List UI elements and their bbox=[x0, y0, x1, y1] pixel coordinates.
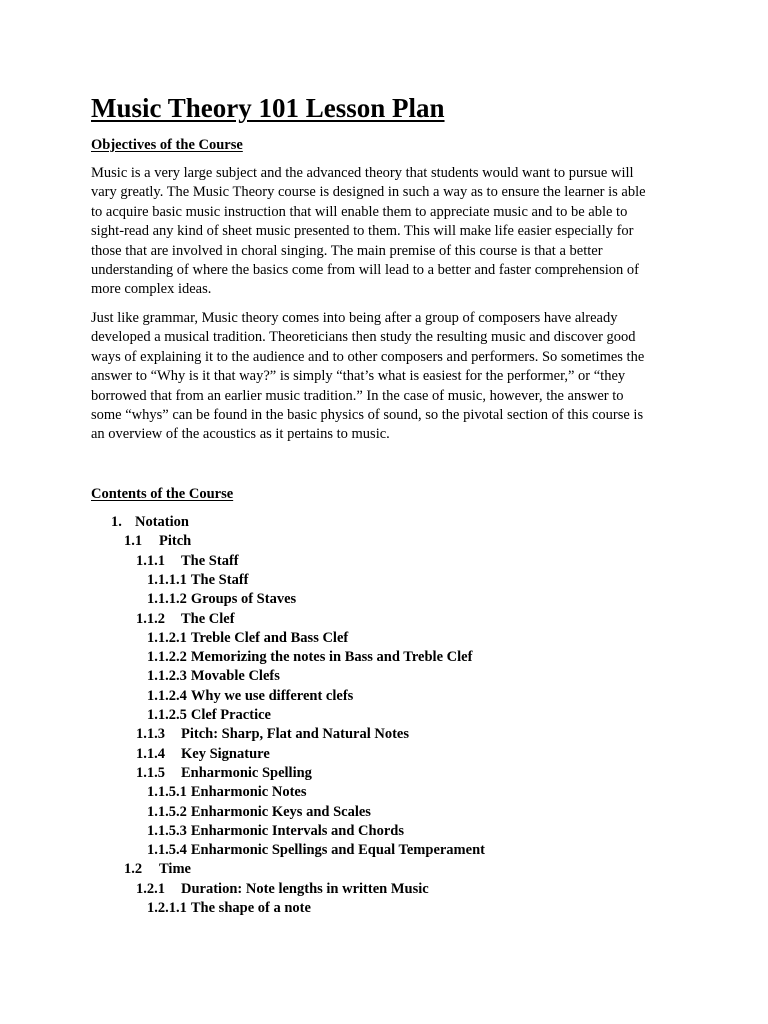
contents-item bbox=[147, 571, 248, 590]
contents-item-number: 1.1.2.3 bbox=[147, 668, 187, 685]
contents-item-number: 1.1.4 bbox=[136, 745, 165, 762]
contents-item-number: 1.1.1.1 bbox=[147, 571, 187, 588]
contents-item bbox=[147, 590, 296, 609]
contents-item-label: Movable Clefs bbox=[190, 668, 280, 685]
contents-item-number: 1.1.2.4 bbox=[147, 687, 187, 704]
contents-item bbox=[136, 725, 409, 744]
paragraph-line: to acquire basic music instruction that will enable them to appreciate music and to be able to bbox=[91, 203, 628, 220]
contents-item bbox=[147, 841, 485, 860]
contents-item-label: Enharmonic Keys and Scales bbox=[190, 803, 371, 820]
contents-item-label: The Staff bbox=[181, 552, 239, 569]
objectives-heading: Objectives of the Course bbox=[91, 137, 243, 153]
paragraph-line: some “whys” can be found in the basic physics of sound, so the pivotal section of this course is bbox=[91, 407, 644, 424]
contents-item-number: 1.1.2 bbox=[136, 610, 165, 627]
contents-item-number: 1. bbox=[111, 514, 122, 530]
contents-item-number: 1.2 bbox=[124, 861, 143, 878]
contents-item-number: 1.1.5 bbox=[136, 764, 165, 781]
paragraph-line: more complex ideas. bbox=[91, 281, 212, 298]
contents-item-number: 1.1.5.1 bbox=[147, 784, 187, 801]
paragraph-line: answer to “Why is it that way?” is simply “that’s what is easiest for the performer,” or “they bbox=[91, 368, 626, 385]
contents-item-label: Treble Clef and Bass Clef bbox=[190, 629, 349, 646]
contents-item-label: Duration: Note lengths in written Music bbox=[181, 880, 429, 897]
paragraph-line: an overview of the acoustics as it pertains to music. bbox=[91, 426, 390, 443]
contents-item-number: 1.2.1.1 bbox=[147, 900, 187, 916]
contents-item-label: Pitch: Sharp, Flat and Natural Notes bbox=[181, 726, 409, 743]
paragraph-line: understanding of where the basics come from will lead to a better and faster comprehension of bbox=[91, 262, 639, 279]
contents-item-label: Key Signature bbox=[181, 745, 270, 762]
contents-item-number: 1.1.1 bbox=[136, 552, 165, 569]
contents-item bbox=[147, 803, 371, 822]
contents-item-label: The shape of a note bbox=[190, 900, 311, 916]
contents-item bbox=[136, 880, 429, 899]
contents-item bbox=[147, 822, 404, 841]
contents-item bbox=[147, 783, 306, 802]
contents-item-number: 1.1.2.2 bbox=[147, 649, 187, 666]
contents-item-number: 1.1.1.2 bbox=[147, 591, 187, 608]
contents-item bbox=[147, 667, 280, 686]
contents-item bbox=[136, 552, 239, 571]
paragraph-line: vary greatly. The Music Theory course is designed in such a way as to ensure the learner is able bbox=[91, 184, 646, 201]
objectives-paragraph-2 bbox=[91, 309, 681, 445]
paragraph-line: borrowed that from an earlier music tradition.” In the case of music, however, the answer to bbox=[91, 387, 624, 404]
contents-heading: Contents of the Course bbox=[91, 486, 234, 502]
paragraph-line: developed a musical tradition. Theoreticians then study the resulting music and discover good bbox=[91, 329, 636, 346]
paragraph-line: Just like grammar, Music theory comes into being after a group of composers have already bbox=[91, 310, 618, 326]
contents-item-label: The Clef bbox=[181, 610, 235, 627]
contents-item-number: 1.1.3 bbox=[136, 726, 165, 743]
contents-item bbox=[124, 532, 191, 551]
contents-item bbox=[147, 687, 353, 706]
contents-item-label: Pitch bbox=[159, 533, 192, 550]
contents-item-number: 1.1.5.4 bbox=[147, 842, 187, 859]
contents-item-label: Clef Practice bbox=[190, 707, 271, 723]
contents-item-label: The Staff bbox=[190, 571, 249, 588]
contents-item-label: Time bbox=[159, 861, 191, 878]
contents-item bbox=[147, 899, 311, 918]
contents-item-label: Notation bbox=[135, 514, 189, 530]
contents-item-number: 1.1.5.3 bbox=[147, 822, 187, 839]
objectives-paragraph-1 bbox=[91, 164, 681, 300]
document-title: Music Theory 101 Lesson Plan bbox=[91, 93, 445, 123]
paragraph-line: sight-read any kind of sheet music presented to them. This will make life easier especially for bbox=[91, 223, 634, 240]
contents-item bbox=[147, 648, 472, 667]
contents-item bbox=[136, 610, 235, 629]
contents-item-number: 1.1 bbox=[124, 533, 143, 550]
contents-item-label: Enharmonic Spelling bbox=[181, 764, 312, 781]
paragraph-line: Music is a very large subject and the advanced theory that students would want to pursue will bbox=[91, 165, 634, 181]
contents-item bbox=[147, 706, 271, 725]
contents-item-label: Why we use different clefs bbox=[190, 687, 354, 704]
contents-item bbox=[147, 629, 348, 648]
contents-item-number: 1.1.2.1 bbox=[147, 629, 187, 646]
contents-item-label: Memorizing the notes in Bass and Treble Clef bbox=[190, 649, 473, 666]
contents-item bbox=[136, 764, 312, 783]
contents-item bbox=[136, 745, 270, 764]
paragraph-line: ways of explaining it to the audience and to other composers and performers. So sometimes the bbox=[91, 348, 645, 365]
contents-item-label: Enharmonic Notes bbox=[190, 784, 307, 801]
contents-item-label: Groups of Staves bbox=[190, 591, 297, 608]
contents-item-number: 1.2.1 bbox=[136, 880, 165, 897]
contents-item-number: 1.1.2.5 bbox=[147, 707, 187, 723]
contents-item bbox=[111, 513, 189, 532]
paragraph-line: those that are involved in choral singing. The main premise of this course is that a better bbox=[91, 242, 603, 259]
contents-item bbox=[124, 860, 191, 879]
contents-item-label: Enharmonic Spellings and Equal Temperament bbox=[190, 842, 485, 859]
contents-item-number: 1.1.5.2 bbox=[147, 803, 187, 820]
contents-item-label: Enharmonic Intervals and Chords bbox=[190, 822, 404, 839]
